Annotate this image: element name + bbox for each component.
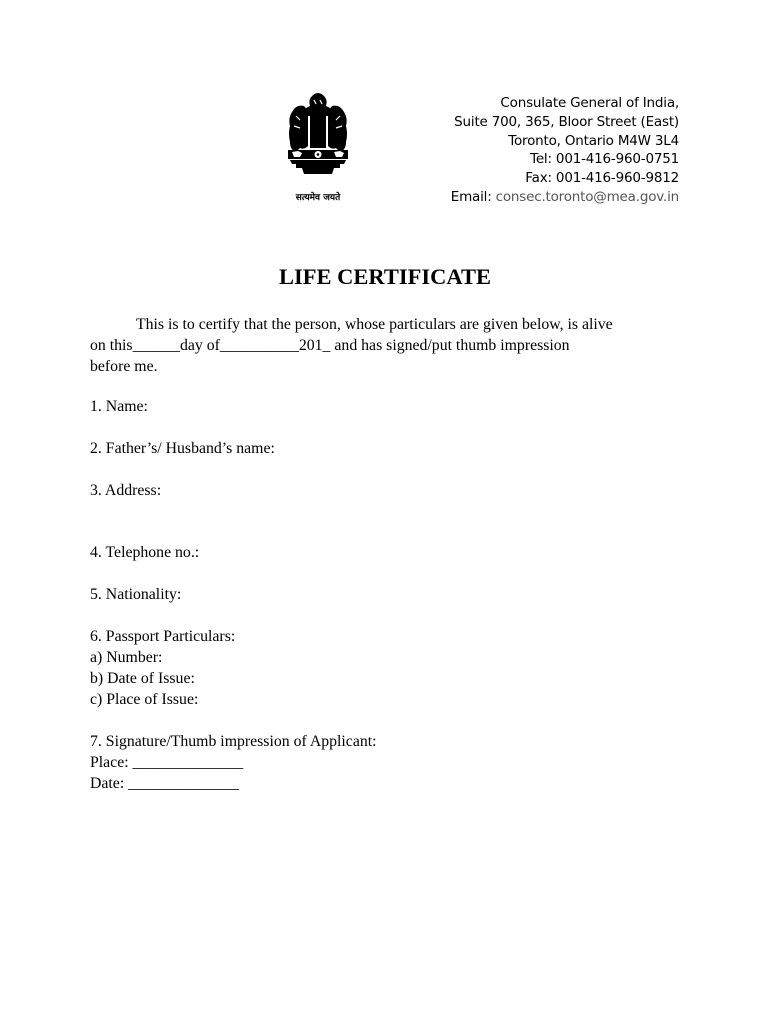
signature-field-label: 7. Signature/Thumb impression of Applicant: — [90, 733, 377, 750]
passport-place-of-issue-field-label: c) Place of Issue: — [90, 691, 199, 708]
email-line — [451, 188, 679, 207]
passport-number-field-label: a) Number: — [90, 649, 163, 666]
name-field-label: 1. Name: — [90, 398, 148, 415]
email-link[interactable]: consec.toronto@mea.gov.in — [495, 188, 679, 205]
ashoka-lion-capital-icon — [278, 90, 358, 205]
national-emblem-logo — [278, 90, 358, 205]
address-line: Consulate General of India, — [500, 95, 679, 111]
paragraph-line-2: on this______day of__________201_ and has signed/put thumb impression — [90, 337, 570, 354]
consulate-address-block — [451, 94, 679, 207]
email-label: Email: — [450, 188, 492, 205]
passport-particulars-label: 6. Passport Particulars: — [90, 628, 236, 645]
paragraph-line-1: This is to certify that the person, whose particulars are given below, is alive — [136, 316, 613, 333]
fax-line: Fax: 001-416-960-9812 — [525, 170, 679, 187]
certification-paragraph — [90, 314, 680, 377]
address-line: Toronto, Ontario M4W 3L4 — [508, 132, 679, 149]
svg-text:सत्यमेव जयते: सत्यमेव जयते — [295, 193, 341, 203]
address-field-label: 3. Address: — [90, 482, 162, 499]
date-field-label: Date: ______________ — [90, 775, 239, 792]
telephone-line: Tel: 001-416-960-0751 — [530, 151, 679, 168]
nationality-field-label: 5. Nationality: — [90, 586, 182, 603]
telephone-field-label: 4. Telephone no.: — [90, 544, 200, 561]
document-title: LIFE CERTIFICATE — [279, 264, 491, 289]
place-field-label: Place: ______________ — [90, 754, 244, 771]
passport-date-of-issue-field-label: b) Date of Issue: — [90, 670, 195, 687]
address-line: Suite 700, 365, Bloor Street (East) — [454, 113, 679, 130]
paragraph-line-3: before me. — [90, 358, 158, 375]
father-husband-name-field-label: 2. Father’s/ Husband’s name: — [90, 440, 275, 457]
